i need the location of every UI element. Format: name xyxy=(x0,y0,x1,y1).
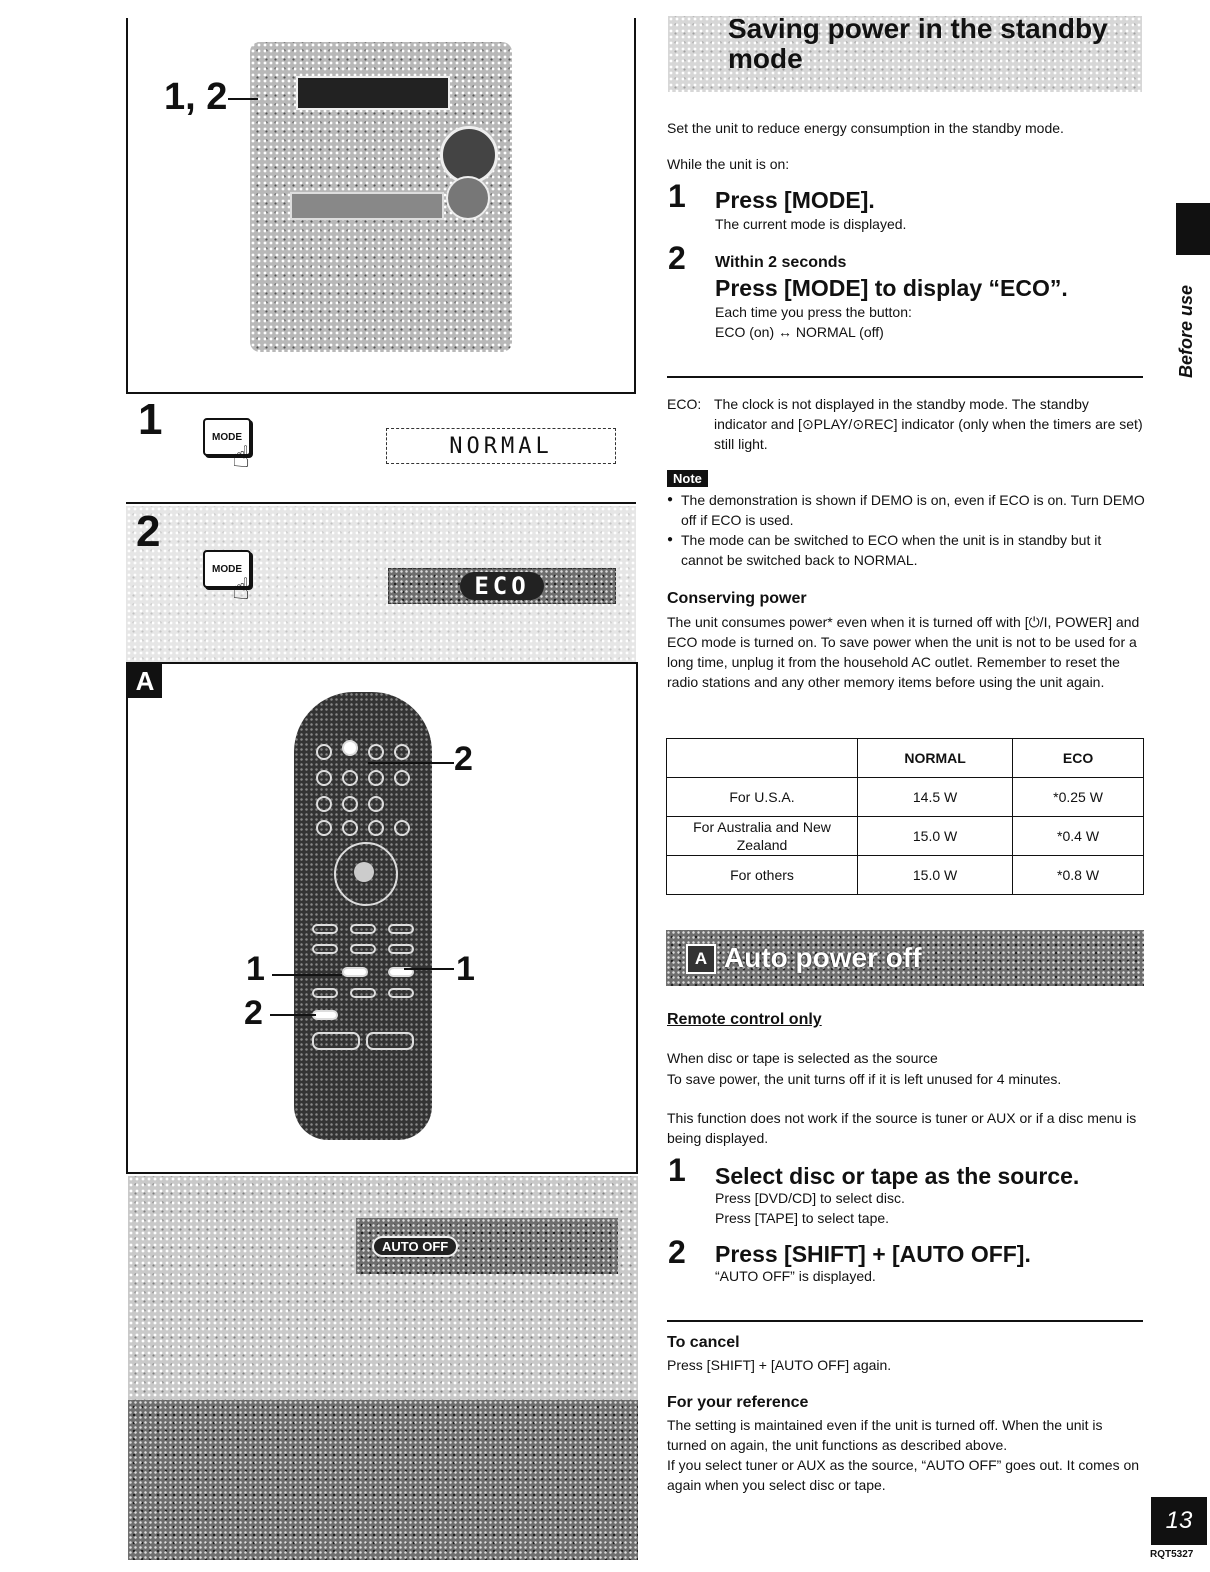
table-cell: For Australia and New Zealand xyxy=(667,817,858,856)
remote-button xyxy=(312,944,338,954)
remote-button xyxy=(312,924,338,934)
unit-tape-deck xyxy=(290,192,444,220)
auto-step2-number: 2 xyxy=(668,1234,686,1270)
eco-section-rule xyxy=(667,376,1143,378)
remote-button xyxy=(368,770,384,786)
note-item: ● The demonstration is shown if DEMO is on, even if ECO is on. Turn DEMO off if ECO is used. xyxy=(667,490,1145,530)
table-row xyxy=(667,817,1144,856)
power-consumption-table xyxy=(666,738,1144,895)
left-panel-left-border xyxy=(126,18,128,394)
top-callout-label: 1, 2 xyxy=(164,76,228,118)
table-row xyxy=(667,856,1144,895)
bottom-illustration-dark xyxy=(128,1400,638,1560)
note-tag: Note xyxy=(667,470,708,487)
intro-line1: Set the unit to reduce energy consumption in the standby mode. xyxy=(667,120,1064,136)
cancel-text: Press [SHIFT] + [AUTO OFF] again. xyxy=(667,1357,892,1373)
reference-text1: The setting is maintained even if the unit is turned off. When the unit is turned on again, the unit functions as described above. xyxy=(667,1417,1103,1453)
table-row xyxy=(667,778,1144,817)
eco-step2-pre: Within 2 seconds xyxy=(715,254,847,271)
stereo-unit-illustration xyxy=(250,42,512,352)
auto-section-rule xyxy=(667,1320,1143,1322)
table-cell: *0.25 W xyxy=(1013,778,1144,817)
eco-step1-desc: The current mode is displayed. xyxy=(715,216,907,232)
page-number: 13 xyxy=(1165,1507,1193,1534)
auto-power-line2: To save power, the unit turns off if it is left unused for 4 minutes. xyxy=(667,1071,1062,1087)
auto-power-line3: This function does not work if the source is tuner or AUX or if a disc menu is being displayed. xyxy=(667,1110,1137,1146)
unit-jog-dial xyxy=(446,176,490,220)
remote-leader-2-top xyxy=(368,762,454,764)
table-cell: For others xyxy=(667,856,858,895)
remote-enter-button xyxy=(354,862,374,882)
auto-step2-desc1: “AUTO OFF” is displayed. xyxy=(715,1268,876,1284)
conserving-title: Conserving power xyxy=(667,590,807,607)
reference-title: For your reference xyxy=(667,1394,809,1411)
auto-step1-title: Select disc or tape as the source. xyxy=(715,1163,1080,1189)
eco-step1-number: 1 xyxy=(668,178,686,214)
intro-line2: While the unit is on: xyxy=(667,156,790,172)
table-cell: 15.0 W xyxy=(858,817,1013,856)
hand-pointer-icon: ☝ xyxy=(232,441,251,474)
remote-button xyxy=(388,944,414,954)
remote-button xyxy=(394,744,410,760)
step-divider-rule xyxy=(126,502,636,504)
table-header-cell: NORMAL xyxy=(858,739,1013,778)
remote-volume-down xyxy=(312,1032,360,1050)
table-header-cell xyxy=(667,739,858,778)
remote-button xyxy=(368,796,384,812)
note-item: ● The mode can be switched to ECO when the unit is in standby but it cannot be switched back to NORMAL. xyxy=(667,530,1145,570)
auto-step1-desc2: Press [TAPE] to select tape. xyxy=(715,1210,890,1226)
conserving-text: The unit consumes power* even when it is turned off with [⏻/I, POWER] and ECO mode is turned on. To save power when the unit is not to be used for a long time, unplug it from the household AC outlet. Remember to reset the radio stations and any other memory items before using the unit again. xyxy=(667,614,1140,690)
panel-a-badge: A xyxy=(128,664,162,698)
remote-button xyxy=(342,770,358,786)
remote-button xyxy=(368,744,384,760)
eco-step2-desc1: Each time you press the button: xyxy=(715,304,912,320)
remote-button xyxy=(316,820,332,836)
remote-auto-off-button xyxy=(342,967,368,977)
auto-power-line1: When disc or tape is selected as the source xyxy=(667,1050,938,1066)
eco-note-label: ECO: xyxy=(667,396,702,412)
page-title xyxy=(728,14,1108,74)
table-cell: 14.5 W xyxy=(858,778,1013,817)
auto-step2-title: Press [SHIFT] + [AUTO OFF]. xyxy=(715,1241,1031,1267)
mode-button-illustration-2: MODE xyxy=(203,550,251,588)
auto-step1-number: 1 xyxy=(668,1152,686,1188)
table-header-row xyxy=(667,739,1144,778)
remote-button xyxy=(368,820,384,836)
remote-leader-2-left xyxy=(270,1014,316,1016)
remote-button xyxy=(342,820,358,836)
auto-power-badge: A xyxy=(686,944,716,974)
column-divider xyxy=(634,18,636,394)
page-title-line1: Saving power in the standby xyxy=(728,13,1108,44)
step1-number-left: 1 xyxy=(138,395,163,444)
auto-power-heading: Auto power off xyxy=(724,942,922,973)
step2-number-left: 2 xyxy=(136,507,161,556)
remote-leader-1-left xyxy=(272,974,342,976)
remote-callout-1-right: 1 xyxy=(456,950,475,988)
eco-step1-title: Press [MODE]. xyxy=(715,187,875,213)
table-header-cell: ECO xyxy=(1013,739,1144,778)
remote-button xyxy=(394,770,410,786)
note-list xyxy=(667,490,1145,570)
section-tab-svg xyxy=(1166,270,1206,380)
auto-off-indicator: AUTO OFF xyxy=(372,1236,458,1257)
eco-step2-number: 2 xyxy=(668,240,686,276)
remote-only-label: Remote control only xyxy=(667,1011,822,1028)
eco-note-text: The clock is not displayed in the standby mode. The standby indicator and [⊙PLAY/⊙REC] indicator (only when the timers are set) still light. xyxy=(714,396,1143,452)
remote-button xyxy=(316,770,332,786)
section-tab-label xyxy=(1166,270,1206,380)
table-cell: *0.8 W xyxy=(1013,856,1144,895)
remote-button xyxy=(350,944,376,954)
hand-pointer-icon: ☝ xyxy=(232,573,251,606)
remote-button xyxy=(350,924,376,934)
remote-leader-1-right xyxy=(404,968,454,970)
remote-control-illustration xyxy=(294,692,432,1140)
remote-callout-2-left: 2 xyxy=(244,994,263,1032)
table-cell: For U.S.A. xyxy=(667,778,858,817)
lcd-display-eco: ECO xyxy=(388,568,616,604)
remote-button xyxy=(312,988,338,998)
page-code: RQT5327 xyxy=(1150,1549,1194,1560)
remote-button xyxy=(388,924,414,934)
remote-button xyxy=(388,988,414,998)
cancel-title: To cancel xyxy=(667,1334,740,1351)
remote-button xyxy=(394,820,410,836)
section-tab-marker xyxy=(1176,203,1210,255)
eco-step2-desc2: ECO (on) ↔ NORMAL (off) xyxy=(715,324,884,340)
remote-callout-1-left: 1 xyxy=(246,950,265,988)
section-tab-text: Before use xyxy=(1176,284,1196,378)
remote-button xyxy=(316,796,332,812)
lcd-display-normal: NORMAL xyxy=(386,428,616,464)
top-panel-bottom-rule xyxy=(126,392,636,394)
auto-step1-desc1: Press [DVD/CD] to select disc. xyxy=(715,1190,905,1206)
remote-mode-button xyxy=(342,740,358,756)
remote-button xyxy=(350,988,376,998)
page-number-box xyxy=(1151,1497,1207,1545)
eco-step2-title: Press [MODE] to display “ECO”. xyxy=(715,275,1068,301)
remote-callout-2-top: 2 xyxy=(454,740,473,778)
reference-text2: If you select tuner or AUX as the source, “AUTO OFF” goes out. It comes on again when you select disc or tape. xyxy=(667,1457,1140,1493)
table-cell: *0.4 W xyxy=(1013,817,1144,856)
unit-display-window xyxy=(296,76,450,110)
remote-volume-up xyxy=(366,1032,414,1050)
mode-button-illustration-1: MODE xyxy=(203,418,251,456)
remote-button xyxy=(342,796,358,812)
page-title-line2: mode xyxy=(728,43,803,74)
top-callout-leader xyxy=(228,98,258,100)
remote-button xyxy=(316,744,332,760)
table-cell: 15.0 W xyxy=(858,856,1013,895)
